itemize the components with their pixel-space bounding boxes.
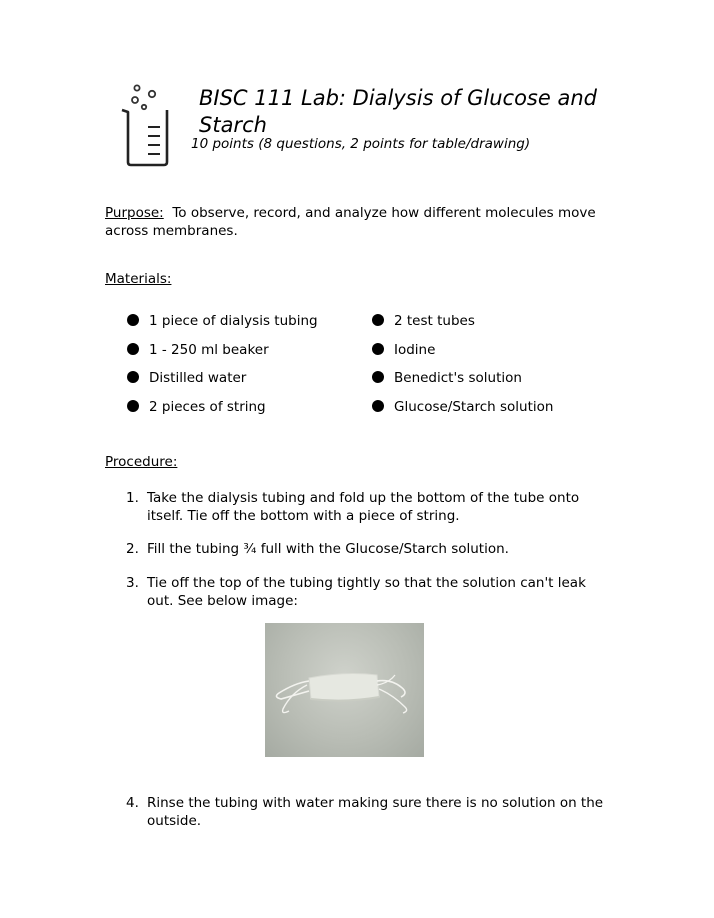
materials-item: 1 - 250 ml beaker (127, 342, 269, 358)
materials-item: Benedict's solution (372, 370, 522, 386)
materials-label: Materials: (105, 271, 172, 287)
page-subtitle: 10 points (8 questions, 2 points for table/drawing) (191, 136, 531, 152)
dialysis-tubing-photo (265, 623, 424, 757)
bullet-icon (372, 371, 384, 383)
bullet-icon (372, 343, 384, 355)
page-title: BISC 111 Lab: Dialysis of Glucose and Starch (199, 86, 597, 137)
purpose-section (105, 204, 625, 240)
materials-item: 2 pieces of string (127, 399, 266, 415)
materials-item: 2 test tubes (372, 313, 475, 329)
bullet-icon (127, 343, 139, 355)
bullet-icon (372, 400, 384, 412)
materials-item: 1 piece of dialysis tubing (127, 313, 318, 329)
bullet-icon (127, 314, 139, 326)
bullet-icon (127, 400, 139, 412)
bullet-icon (372, 314, 384, 326)
materials-item: Glucose/Starch solution (372, 399, 553, 415)
purpose-label: Purpose: (105, 205, 164, 221)
materials-item: Iodine (372, 342, 435, 358)
procedure-label: Procedure: (105, 454, 178, 470)
bullet-icon (127, 371, 139, 383)
materials-item: Distilled water (127, 370, 246, 386)
beaker-icon (108, 78, 190, 170)
purpose-text: To observe, record, and analyze how different molecules move across membranes. (105, 205, 596, 239)
